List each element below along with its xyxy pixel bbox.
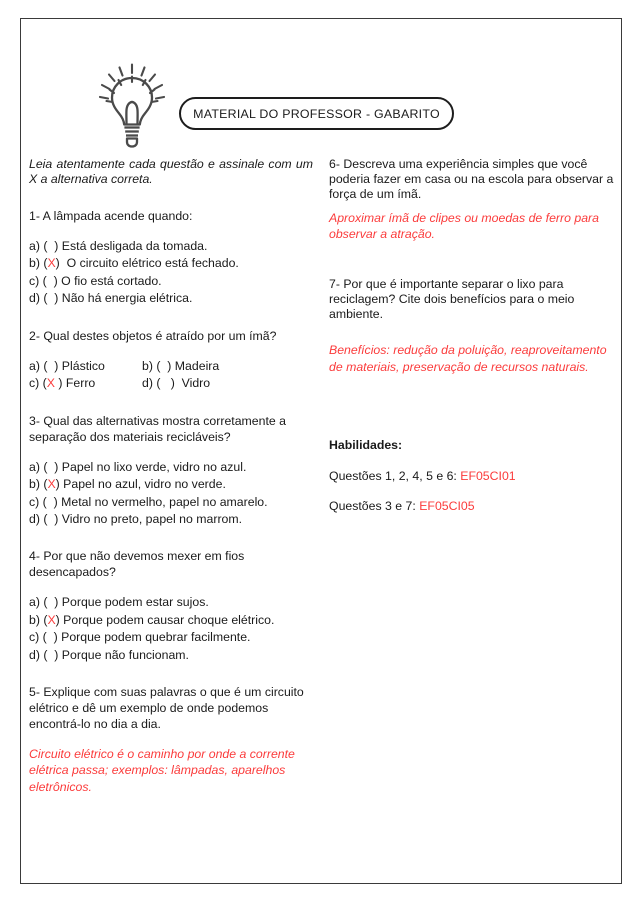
- question-1-text: 1- A lâmpada acende quando:: [29, 208, 193, 223]
- alternative-item: [29, 612, 317, 629]
- question-3-alternatives: [29, 459, 317, 529]
- question-4-text: 4- Por que não devemos mexer em fios desencapados?: [29, 549, 245, 580]
- alternative-item: [29, 238, 317, 255]
- alternative-row: [29, 375, 317, 392]
- question-2-alternatives: [29, 358, 317, 393]
- alt-suffix: ) Plástico: [54, 358, 105, 373]
- alternative-item: [29, 511, 317, 528]
- alt-suffix: ) Papel no lixo verde, vidro no azul.: [54, 459, 247, 474]
- alt-suffix: ) O circuito elétrico está fechado.: [55, 256, 239, 271]
- question-5-answer: Circuito elétrico é o caminho por onde a corrente elétrica passa; exemplos: lâmpadas, aparelhos eletrônicos.: [29, 747, 295, 794]
- alt-suffix: ) Metal no vermelho, papel no amarelo.: [53, 494, 268, 509]
- alt-suffix: ) Ferro: [54, 376, 96, 391]
- alt-prefix: b) (: [29, 612, 48, 627]
- alt-suffix: ) Porque podem quebrar facilmente.: [53, 630, 251, 645]
- question-7-text: 7- Por que é importante separar o lixo para reciclagem? Cite dois benefícios para o meio ambiente.: [329, 277, 575, 322]
- alt-prefix: b) (: [29, 256, 48, 271]
- instructions-text: Leia atentamente cada questão e assinale com um X a alternativa correta.: [29, 157, 313, 187]
- skills-entry-label: Questões 3 e 7:: [329, 498, 420, 513]
- alternative-item: [29, 290, 317, 307]
- spacer: [329, 255, 617, 277]
- alt-prefix: c) (: [29, 273, 47, 288]
- alt-mark: X: [47, 477, 56, 492]
- alt-suffix: ) Madeira: [167, 358, 220, 373]
- question-5-text: 5- Explique com suas palavras o que é um circuito elétrico e dê um exemplo de onde podemos encontrá-lo no dia a dia.: [29, 685, 304, 732]
- skills-entry-label: Questões 1, 2, 4, 5 e 6:: [329, 468, 461, 483]
- alt-suffix: ) Vidro no preto, papel no marrom.: [54, 511, 243, 526]
- spacer: [329, 330, 617, 342]
- right-column: [329, 157, 617, 529]
- alternative-item: [29, 647, 317, 664]
- alt-mark: [160, 376, 170, 390]
- alt-prefix: a) (: [29, 459, 48, 474]
- lightbulb-icon: [96, 63, 168, 149]
- question-7-answer: Benefícios: redução da poluição, reaproveitamento de materiais, preservação de recursos naturais.: [329, 343, 607, 374]
- alt-suffix: ) Porque não funcionam.: [54, 647, 189, 662]
- alternative-item: [142, 358, 219, 375]
- alt-prefix: a) (: [29, 238, 48, 253]
- worksheet-page: [20, 18, 622, 884]
- alternative-item: [29, 273, 317, 290]
- alternative-item: [29, 629, 317, 646]
- alt-mark: X: [46, 376, 55, 391]
- content-columns: [21, 157, 621, 877]
- alt-prefix: d) (: [29, 291, 48, 306]
- skills-entry: [329, 499, 617, 513]
- alt-prefix: c) (: [29, 376, 47, 391]
- skills-entry-code: EF05CI01: [460, 468, 516, 483]
- alternative-item: [29, 459, 317, 476]
- question-6-text: 6- Descreva uma experiência simples que você poderia fazer em casa ou na escola para observar a força de um ímã.: [329, 157, 614, 201]
- alt-suffix: ) Está desligada da tomada.: [54, 238, 208, 253]
- alt-prefix: c) (: [29, 494, 47, 509]
- alt-suffix: ) Não há energia elétrica.: [54, 291, 193, 306]
- skills-heading: Habilidades:: [329, 437, 403, 452]
- alt-suffix: ) Porque podem causar choque elétrico.: [55, 612, 275, 627]
- page-title: MATERIAL DO PROFESSOR - GABARITO: [193, 106, 440, 121]
- question-1-alternatives: [29, 238, 317, 308]
- alt-mark: [47, 495, 54, 509]
- material-title-badge: [179, 97, 454, 130]
- alt-prefix: c) (: [29, 630, 47, 645]
- alt-prefix: a) (: [29, 358, 48, 373]
- alternative-item: [29, 494, 317, 511]
- alt-suffix: ) O fio está cortado.: [53, 273, 162, 288]
- alternative-item: [29, 255, 317, 272]
- alt-prefix: d) (: [29, 511, 48, 526]
- alt-prefix: b) (: [29, 477, 48, 492]
- alternative-item: [29, 476, 317, 493]
- alt-mark: X: [47, 612, 56, 627]
- alt-mark: X: [47, 256, 56, 271]
- alt-prefix: d) (: [29, 647, 48, 662]
- skills-entry-code: EF05CI05: [419, 498, 475, 513]
- question-2-text: 2- Qual destes objetos é atraído por um ímã?: [29, 328, 277, 343]
- question-3-text: 3- Qual das alternativas mostra corretamente a separação dos materiais recicláveis?: [29, 413, 286, 444]
- alt-mark: [47, 274, 54, 288]
- alternative-item: [29, 358, 142, 375]
- alt-suffix: ) Porque podem estar sujos.: [54, 595, 209, 610]
- alt-suffix: ) Papel no azul, vidro no verde.: [55, 477, 226, 492]
- alternative-item: [29, 594, 317, 611]
- alternative-item: [142, 375, 210, 392]
- question-6-answer: Aproximar ímã de clipes ou moedas de ferro para observar a atração.: [329, 211, 599, 242]
- alternative-row: [29, 358, 317, 375]
- alt-prefix: b) (: [142, 358, 161, 373]
- skills-entry: [329, 469, 617, 483]
- alt-prefix: a) (: [29, 595, 48, 610]
- left-column: [29, 157, 317, 808]
- alt-prefix: d) (: [142, 376, 161, 391]
- question-4-alternatives: [29, 594, 317, 664]
- alt-suffix: ) Vidro: [170, 376, 211, 391]
- page-header: [21, 63, 621, 155]
- spacer: [329, 388, 617, 438]
- alt-mark: [47, 630, 54, 644]
- alternative-item: [29, 375, 142, 392]
